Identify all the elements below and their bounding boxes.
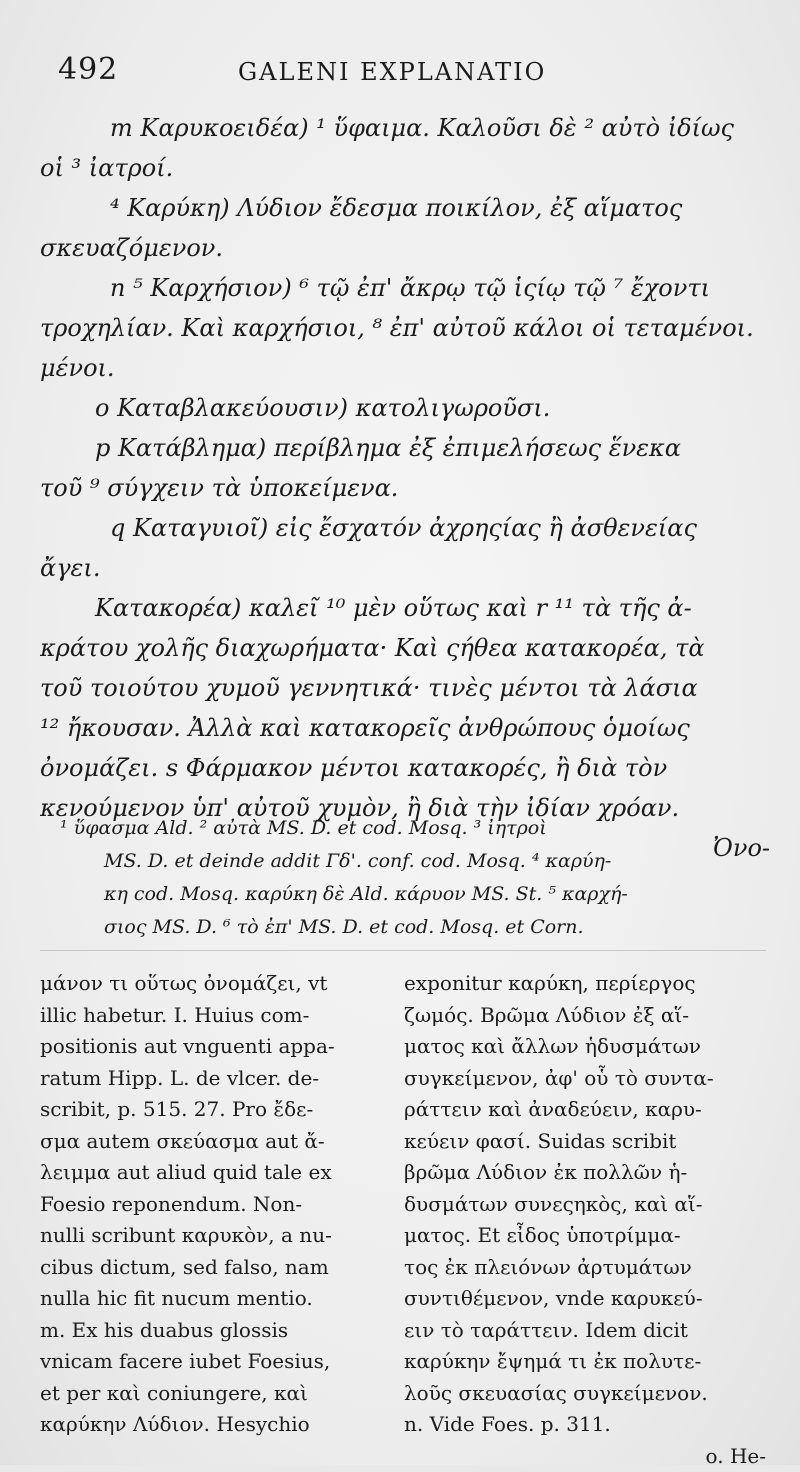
main-line: q Καταγυιοῖ) εἰς ἔσχατόν ἀχρηςίας ἢ ἀσθενείας <box>40 508 770 548</box>
commentary-line: δυσμάτων συνεςηκὸς, καὶ αἵ- <box>404 1189 766 1221</box>
commentary-line: scribit, p. 515. 27. Pro ἔδε- <box>40 1094 388 1126</box>
commentary-line: καρύκην Λύδιον. Hesychio <box>40 1409 388 1441</box>
footnote-line: ¹ ὕφασμα Ald. ² αὐτὰ MS. D. et cod. Mosq. ³ ἰητροὶ <box>60 812 760 845</box>
main-line: m Καρυκοειδέα) ¹ ὕφαιμα. Καλοῦσι δὲ ² αὐτὸ ἰδίως <box>40 108 770 148</box>
main-line: p Κατάβλημα) περίβλημα ἐξ ἐπιμελήσεως ἕνεκα <box>40 428 770 468</box>
commentary-line: ratum Hipp. L. de vlcer. de- <box>40 1063 388 1095</box>
commentary-right-column <box>404 968 766 1472</box>
commentary-line: ματος. Et εἶδος ὑποτρίμμα- <box>404 1220 766 1252</box>
commentary-line: ματος καὶ ἄλλων ἡδυσμάτων <box>404 1031 766 1063</box>
commentary-line: vnicam facere iubet Foesius, <box>40 1346 388 1378</box>
running-head <box>58 52 770 92</box>
commentary-line: illic habetur. I. Huius com- <box>40 1000 388 1032</box>
footnote-line: σιος MS. D. ⁶ τὸ ἐπ' MS. D. et cod. Mosq. et Corn. <box>60 911 760 944</box>
main-line: τροχηλίαν. Καὶ καρχήσιοι, ⁸ ἐπ' αὐτοῦ κάλοι οἱ τεταμένοι. <box>40 308 770 348</box>
commentary-line: κεύειν φασί. Suidas scribit <box>404 1126 766 1158</box>
commentary-line: βρῶμα Λύδιον ἐκ πολλῶν ἡ- <box>404 1157 766 1189</box>
commentary-line: συντιθέμενον, vnde καρυκεύ- <box>404 1283 766 1315</box>
main-line: ⁴ Καρύκη) Λύδιον ἔδεσμα ποικίλον, ἐξ αἵματος <box>40 188 770 228</box>
main-line: τοῦ τοιούτου χυμοῦ γεννητικά· τινὲς μέντοι τὰ λάσια <box>40 668 770 708</box>
commentary-line: m. Ex his duabus glossis <box>40 1315 388 1347</box>
main-line: σκευαζόμενον. <box>40 228 770 268</box>
commentary-line: nulli scribunt καρυκὸν, a nu- <box>40 1220 388 1252</box>
running-title: GALENI EXPLANATIO <box>238 58 546 86</box>
main-line: o Καταβλακεύουσιν) κατολιγωροῦσι. <box>40 388 770 428</box>
commentary-line: λοῦς σκευασίας συγκείμενον. <box>404 1378 766 1410</box>
commentary-line: σμα autem σκεύασμα aut ἄ- <box>40 1126 388 1158</box>
commentary-line: n. Vide Foes. p. 311. <box>404 1409 766 1441</box>
catchword: Ὀνο- <box>40 828 770 868</box>
page-number: 492 <box>58 52 118 87</box>
main-line: τοῦ ⁹ σύγχειν τὰ ὑποκείμενα. <box>40 468 770 508</box>
main-text-block <box>40 108 770 868</box>
main-line: ¹² ἤκουσαν. Ἀλλὰ καὶ κατακορεῖς ἀνθρώπους ὁμοίως <box>40 708 770 748</box>
main-line: ἄγει. <box>40 548 770 588</box>
main-line: n ⁵ Καρχήσιον) ⁶ τῷ ἐπ' ἄκρῳ τῷ ἱςίῳ τῷ ⁷ ἔχοντι <box>40 268 770 308</box>
divider <box>40 950 766 951</box>
commentary-line: cibus dictum, sed falso, nam <box>40 1252 388 1284</box>
footnote-line: MS. D. et deinde addit Γδ'. conf. cod. Mosq. ⁴ καρύη- <box>60 845 760 878</box>
main-line: κενούμενον ὑπ' αὐτοῦ χυμὸν, ἢ διὰ τὴν ἰδίαν χρόαν. <box>40 788 770 828</box>
commentary-line: positionis aut vnguenti appa- <box>40 1031 388 1063</box>
commentary-line: Foesio reponendum. Non- <box>40 1189 388 1221</box>
main-line: κράτου χολῆς διαχωρήματα· Καὶ ςήθεα κατακορέα, τὰ <box>40 628 770 668</box>
main-line: μένοι. <box>40 348 770 388</box>
commentary-line: ζωμός. Βρῶμα Λύδιον ἐξ αἵ- <box>404 1000 766 1032</box>
catchword: o. He- <box>404 1441 766 1472</box>
commentary-line: et per καὶ coniungere, καὶ <box>40 1378 388 1410</box>
main-line: οἱ ³ ἰατροί. <box>40 148 770 188</box>
footnotes <box>60 812 760 944</box>
footnote-line: κη cod. Mosq. καρύκη δὲ Ald. κάρυον MS. St. ⁵ καρχή- <box>60 878 760 911</box>
commentary-line: nulla hic fit nucum mentio. <box>40 1283 388 1315</box>
commentary-left-column <box>40 968 388 1441</box>
main-line: Κατακορέα) καλεῖ ¹⁰ μὲν οὕτως καὶ r ¹¹ τὰ τῆς ἀ- <box>40 588 770 628</box>
commentary-line: μάνον τι οὕτως ὀνομάζει, vt <box>40 968 388 1000</box>
commentary-line: καρύκην ἔψημά τι ἐκ πολυτε- <box>404 1346 766 1378</box>
commentary-line: τος ἐκ πλειόνων ἀρτυμάτων <box>404 1252 766 1284</box>
commentary-line: ειν τὸ ταράττειν. Idem dicit <box>404 1315 766 1347</box>
commentary-line: συγκείμενον, ἀφ' οὗ τὸ συντα- <box>404 1063 766 1095</box>
commentary-line: ράττειν καὶ ἀναδεύειν, καρυ- <box>404 1094 766 1126</box>
commentary-line: λειμμα aut aliud quid tale ex <box>40 1157 388 1189</box>
main-line: ὀνομάζει. s Φάρμακον μέντοι κατακορές, ἢ διὰ τὸν <box>40 748 770 788</box>
commentary-line: exponitur καρύκη, περίεργος <box>404 968 766 1000</box>
